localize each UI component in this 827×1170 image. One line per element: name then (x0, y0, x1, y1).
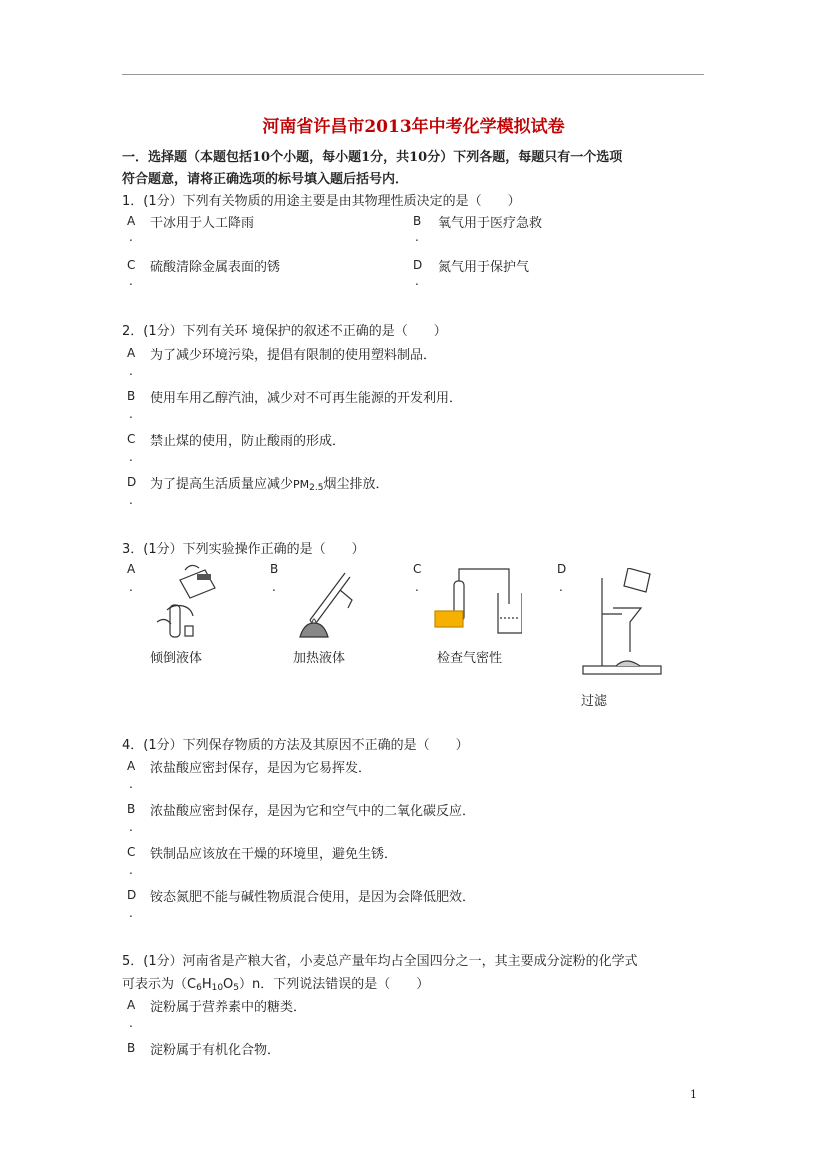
q4-stem: 4．(1分）下列保存物质的方法及其原因不正确的是（ ） (122, 738, 469, 753)
q4-b-dot: . (129, 820, 133, 834)
q5-a-letter: A (127, 998, 136, 1012)
q1-b-dot: . (415, 230, 419, 244)
q1-stem: 1．(1分）下列有关物质的用途主要是由其物理性质决定的是（ ） (122, 194, 521, 209)
section-instructions-line2: 符合题意，请将正确选项的标号填入题后括号内． (122, 172, 409, 187)
q5-b-letter: B (127, 1041, 136, 1055)
q1-d-dot: . (415, 274, 419, 288)
q2-d-letter: D (127, 475, 137, 489)
q2-option-a: 为了减少环境污染，提倡有限制的使用塑料制品． (150, 348, 437, 363)
q3-stem: 3．(1分）下列实验操作正确的是（ ） (122, 542, 365, 557)
q1-option-b: 氧气用于医疗急救 (438, 216, 543, 231)
q5-sub-10: 10 (211, 983, 224, 993)
q4-d-letter: D (127, 888, 137, 902)
q4-c-letter: C (127, 845, 136, 859)
q2-b-letter: B (127, 389, 136, 403)
q2-stem: 2．(1分）下列有关环 境保护的叙述不正确的是（ ） (122, 324, 447, 339)
q1-a-letter: A (127, 214, 136, 228)
q1-option-c: 硫酸清除金属表面的锈 (150, 260, 281, 275)
q3-option-c: 检查气密性 (437, 651, 503, 666)
q3-c-letter: C (413, 562, 422, 576)
q4-option-b: 浓盐酸应密封保存，是因为它和空气中的二氧化碳反应． (150, 804, 476, 819)
q2-option-c: 禁止煤的使用，防止酸雨的形成． (150, 434, 346, 449)
page-number: 1 (690, 1088, 697, 1101)
q2-d-text-post: 烟尘排放． (323, 477, 389, 492)
q5-stem-post: ）n．下列说法错误的是（ ） (239, 977, 430, 992)
q2-d-dot: . (129, 493, 133, 507)
q4-c-dot: . (129, 863, 133, 877)
q1-c-dot: . (129, 274, 133, 288)
q1-option-d: 氮气用于保护气 (438, 260, 530, 275)
q4-option-d: 铵态氮肥不能与碱性物质混合使用，是因为会降低肥效． (150, 890, 476, 905)
q5-stem-line1: 5．(1分）河南省是产粮大省，小麦总产量年均占全国四分之一，其主要成分淀粉的化学式 (122, 954, 638, 969)
q2-b-dot: . (129, 407, 133, 421)
q4-a-dot: . (129, 777, 133, 791)
q5-option-b: 淀粉属于有机化合物． (150, 1043, 281, 1058)
q4-d-dot: . (129, 906, 133, 920)
q2-a-dot: . (129, 364, 133, 378)
q2-c-letter: C (127, 432, 136, 446)
q2-d-pm: PM (293, 478, 310, 491)
q5-sub-5: 5 (233, 983, 240, 993)
heating-liquid-illustration (290, 565, 365, 640)
q3-a-letter: A (127, 562, 136, 576)
q1-d-letter: D (413, 258, 423, 272)
paper-title: 河南省许昌市2013年中考化学模拟试卷 (262, 117, 565, 137)
q3-b-dot: . (272, 580, 276, 594)
q3-d-letter: D (557, 562, 567, 576)
q1-a-dot: . (129, 230, 133, 244)
q2-c-dot: . (129, 450, 133, 464)
q2-option-b: 使用车用乙醇汽油，减少对不可再生能源的开发利用． (150, 391, 463, 406)
q3-c-dot: . (415, 580, 419, 594)
q3-b-letter: B (270, 562, 279, 576)
q5-stem-pre: 可表示为（C (122, 977, 197, 992)
q2-option-d (150, 473, 388, 493)
q5-stem-line2 (122, 973, 429, 993)
q1-option-a: 干冰用于人工降雨 (150, 216, 255, 231)
q3-d-dot: . (559, 580, 563, 594)
q4-option-a: 浓盐酸应密封保存，是因为它易挥发． (150, 761, 372, 776)
pouring-liquid-illustration (145, 560, 235, 645)
filtration-illustration (578, 568, 670, 678)
q5-option-a: 淀粉属于营养素中的糖类． (150, 1000, 307, 1015)
q3-option-a: 倾倒液体 (150, 651, 203, 666)
section-instructions-line1: 一．选择题（本题包括10个小题，每小题1分，共10分）下列各题，每题只有一个选项 (122, 150, 623, 165)
q2-a-letter: A (127, 346, 136, 360)
airtightness-check-illustration (432, 563, 522, 638)
q4-option-c: 铁制品应该放在干燥的环境里，避免生锈． (150, 847, 398, 862)
q1-c-letter: C (127, 258, 136, 272)
q5-a-dot: . (129, 1016, 133, 1030)
q3-option-d: 过滤 (581, 694, 608, 709)
q4-b-letter: B (127, 802, 136, 816)
q4-a-letter: A (127, 759, 136, 773)
q2-d-text-pre: 为了提高生活质量应减少 (150, 477, 294, 492)
q3-option-b: 加热液体 (293, 651, 346, 666)
q3-a-dot: . (129, 580, 133, 594)
q5-sub-6: 6 (196, 983, 202, 993)
q2-d-pm-subscript: 2.5 (309, 483, 324, 493)
q5-o: O (223, 977, 234, 992)
q5-h: H (201, 977, 212, 992)
q1-b-letter: B (413, 214, 422, 228)
header-rule (122, 74, 704, 75)
